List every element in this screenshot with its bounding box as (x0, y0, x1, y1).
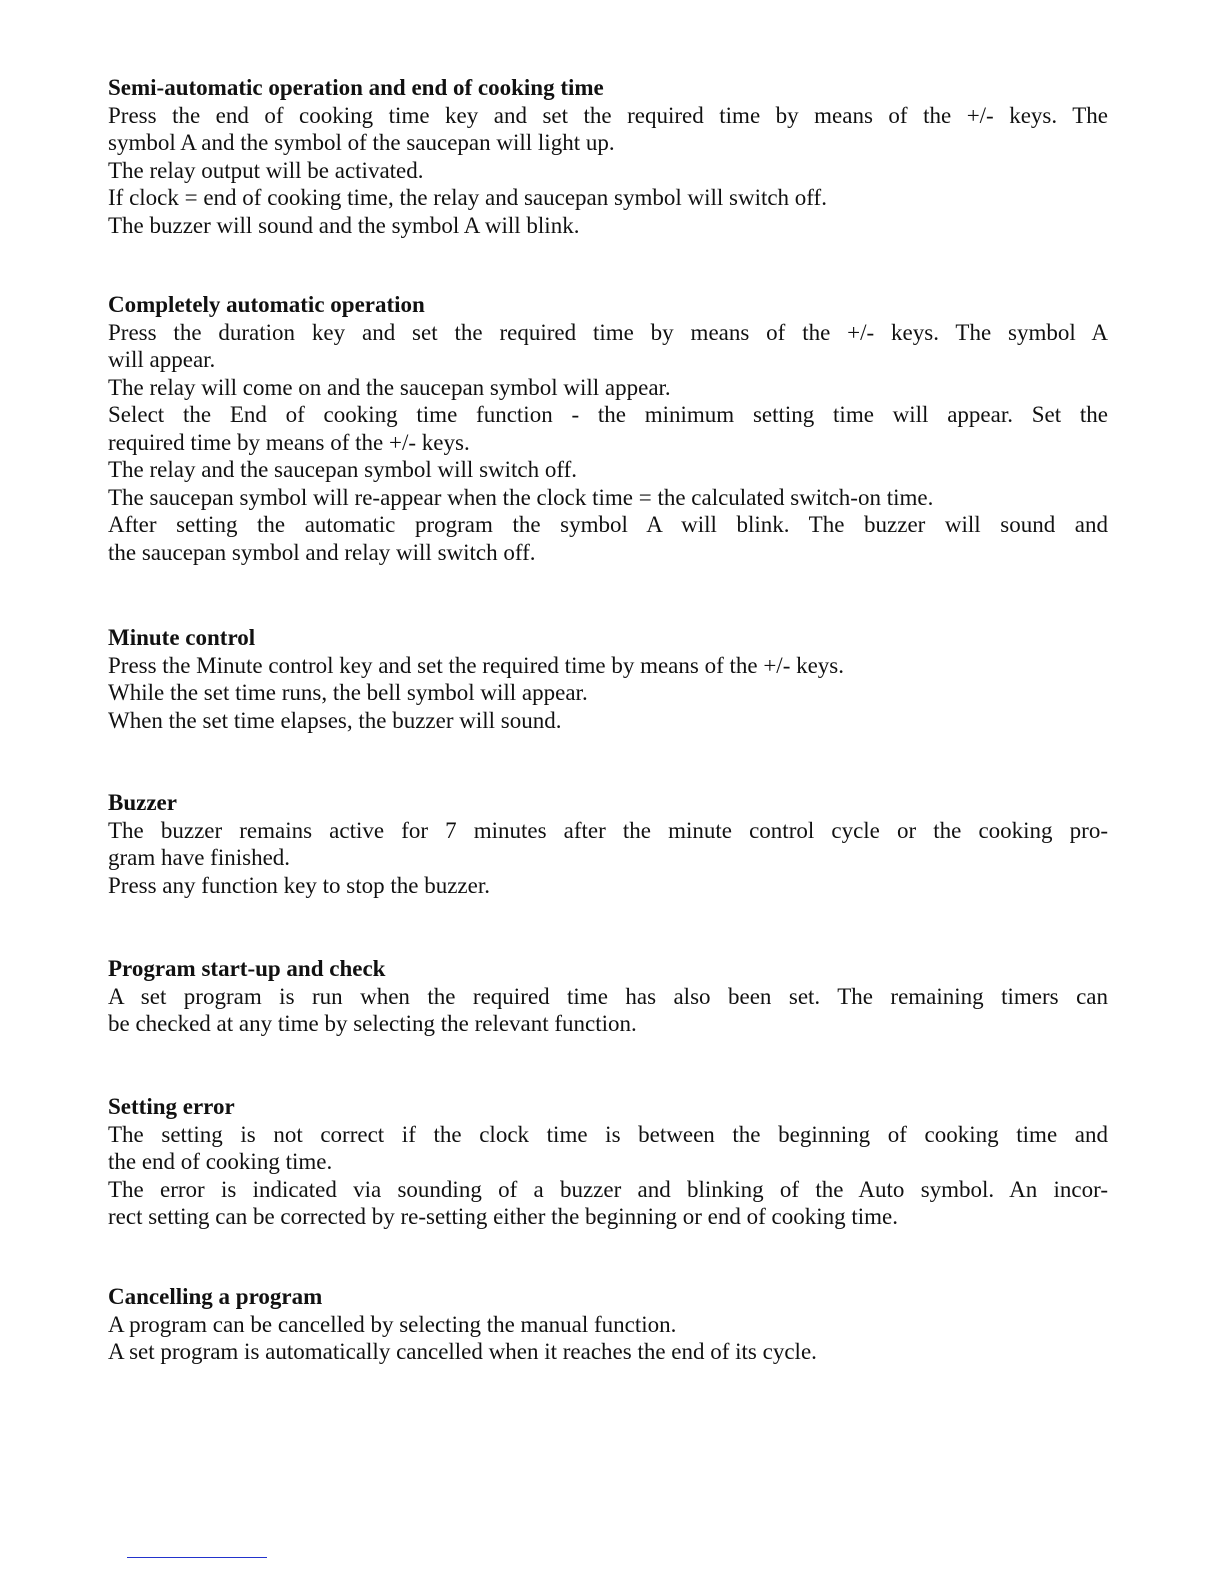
section-setting-error (108, 1093, 1108, 1231)
section-body (108, 817, 1108, 900)
body-line: A program can be cancelled by selecting the manual function. (108, 1311, 677, 1337)
body-line: A set program is automatically cancelled when it reaches the end of its cycle. (108, 1339, 817, 1364)
body-line: required time by means of the +/- keys. (108, 429, 470, 455)
body-line: After setting the automatic program the symbol A will blink. The buzzer will sound and (108, 512, 1108, 537)
section-heading: Cancelling a program (108, 1284, 323, 1309)
body-line: When the set time elapses, the buzzer will sound. (108, 707, 562, 733)
section-body (108, 983, 1108, 1038)
body-line: The relay will come on and the saucepan symbol will appear. (108, 374, 671, 400)
body-line: symbol A and the symbol of the saucepan will light up. (108, 130, 615, 155)
body-line: be checked at any time by selecting the relevant function. (108, 1011, 637, 1036)
body-line: the saucepan symbol and relay will switch off. (108, 539, 536, 565)
body-line: gram have finished. (108, 845, 291, 870)
body-line: The buzzer remains active for 7 minutes after the minute control cycle or the cooking pro- (108, 817, 1108, 843)
section-cancelling-program (108, 1283, 1108, 1366)
body-line: Select the End of cooking time function - the minimum setting time will appear. Set the (108, 402, 1108, 427)
section-heading: Minute control (108, 625, 256, 650)
section-body (108, 1311, 1108, 1366)
body-line: Press any function key to stop the buzzer. (108, 872, 490, 898)
body-line: The error is indicated via sounding of a buzzer and blinking of the Auto symbol. An incor- (108, 1176, 1108, 1202)
body-line: Press the Minute control key and set the required time by means of the +/- keys. (108, 652, 845, 678)
section-semi-automatic (108, 74, 1108, 239)
body-line: Press the end of cooking time key and set the required time by means of the +/- keys. The (108, 102, 1108, 128)
body-line: The relay and the saucepan symbol will switch off. (108, 457, 578, 482)
section-program-startup (108, 955, 1108, 1038)
section-heading: Setting error (108, 1094, 235, 1119)
section-body (108, 102, 1108, 240)
body-line: While the set time runs, the bell symbol will appear. (108, 680, 588, 705)
body-line: will appear. (108, 347, 216, 372)
section-minute-control (108, 624, 1108, 734)
body-line: If clock = end of cooking time, the relay and saucepan symbol will switch off. (108, 185, 827, 210)
body-line: the end of cooking time. (108, 1149, 333, 1174)
body-line: A set program is run when the required time has also been set. The remaining timers can (108, 983, 1108, 1009)
body-line: rect setting can be corrected by re-setting either the beginning or end of cooking time. (108, 1204, 899, 1229)
section-completely-automatic (108, 291, 1108, 566)
section-body (108, 652, 1108, 735)
body-line: The relay output will be activated. (108, 157, 424, 183)
section-heading: Semi-automatic operation and end of cooking time (108, 75, 604, 100)
section-body (108, 319, 1108, 567)
section-heading: Program start-up and check (108, 956, 386, 981)
section-buzzer (108, 789, 1108, 899)
body-line: The setting is not correct if the clock time is between the beginning of cooking time and (108, 1121, 1108, 1147)
body-line: Press the duration key and set the required time by means of the +/- keys. The symbol A (108, 319, 1108, 345)
body-line: The buzzer will sound and the symbol A will blink. (108, 212, 580, 238)
section-heading: Completely automatic operation (108, 292, 425, 317)
section-heading: Buzzer (108, 790, 177, 815)
body-line: The saucepan symbol will re-appear when the clock time = the calculated switch-on time. (108, 484, 934, 510)
footer-divider (127, 1557, 267, 1558)
section-body (108, 1121, 1108, 1231)
